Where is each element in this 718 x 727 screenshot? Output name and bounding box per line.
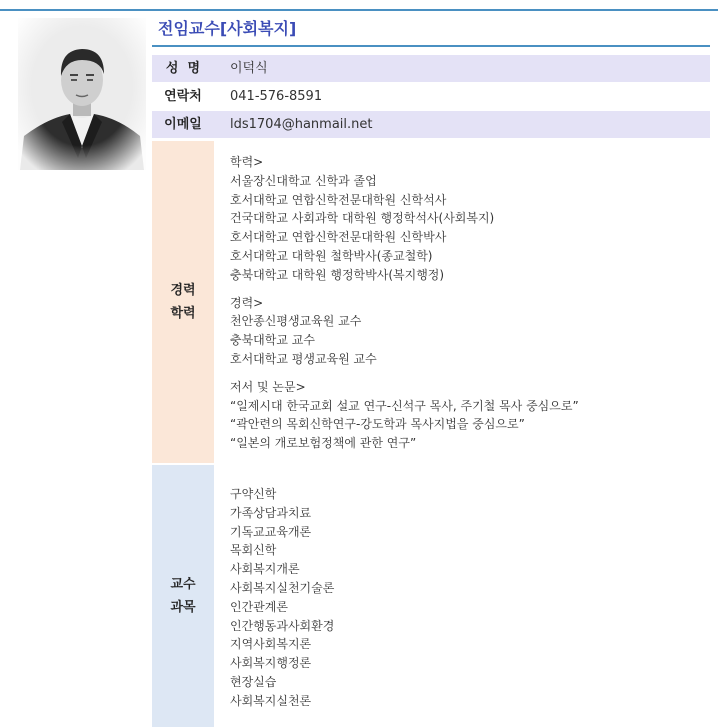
list-item: 호서대학교 연합신학전문대학원 신학박사 [230,230,447,245]
publications-heading: 저서 및 논문> [230,379,306,394]
contact-label: 연락처 [164,89,202,104]
list-item: 천안종신평생교육원 교수 [230,314,362,329]
list-item: 인간관계론 [230,599,288,614]
contact-row [152,83,710,110]
list-item: 기독교교육개론 [230,524,312,539]
list-item: 호서대학교 대학원 철학박사(종교철학) [230,248,433,263]
list-item: 구약신학 [230,487,277,501]
email-row [152,111,710,138]
list-item: 건국대학교 사회과학 대학원 행정학석사(사회복지) [230,211,495,226]
career-label-line2: 학력 [170,306,196,321]
list-item: 서울장신대학교 신학과 졸업 [230,173,377,188]
list-item: 현장실습 [230,674,277,689]
name-value: 이덕식 [230,61,268,76]
person-portrait-icon [18,18,146,170]
career-label [152,141,214,463]
career-label-line1: 경력 [170,283,196,298]
education-heading: 학력> [230,155,264,169]
list-item: 목회신학 [230,543,277,558]
list-item: 충북대학교 교수 [230,333,315,348]
email-label: 이메일 [164,117,202,132]
email-value: lds1704@hanmail.net [230,117,373,132]
list-item: “일제시대 한국교회 설교 연구-신석구 목사, 주기철 목사 중심으로” [230,398,579,413]
courses-label-line1: 교수 [170,577,196,592]
education-list [230,172,710,285]
list-item: 인간행동과사회환경 [230,618,335,633]
top-rule [0,9,718,11]
list-item: 지역사회복지론 [230,637,312,652]
profile-content [152,13,710,727]
page-title: 전임교수[사회복지] [158,19,297,38]
list-item: “곽안련의 목회신학연구-강도학과 목사지법을 중심으로” [230,417,525,432]
courses-label [152,465,214,727]
career-heading: 경력> [230,295,264,310]
career-list [230,312,710,368]
courses-label-line2: 과목 [170,600,196,615]
list-item: 사회복지행정론 [230,656,312,671]
courses-row [152,465,710,727]
list-item: 가족상담과치료 [230,505,312,520]
list-item: 호서대학교 평생교육원 교수 [230,351,377,366]
publications-list [230,397,710,453]
courses-list [214,465,710,727]
list-item: 호서대학교 연합신학전문대학원 신학석사 [230,192,447,207]
list-item: “일본의 개로보험정책에 관한 연구” [230,436,417,451]
career-row [152,141,710,463]
list-item: 사회복지개론 [230,562,300,577]
list-item: 사회복지실천기술론 [230,580,335,595]
list-item: 사회복지실천론 [230,693,312,708]
profile-photo [18,18,146,170]
name-label: 성 명 [165,61,201,76]
contact-value: 041-576-8591 [230,89,323,104]
name-row [152,55,710,82]
career-content [214,141,710,463]
title-divider [152,45,710,47]
list-item: 충북대학교 대학원 행정학박사(복지행정) [230,267,445,282]
